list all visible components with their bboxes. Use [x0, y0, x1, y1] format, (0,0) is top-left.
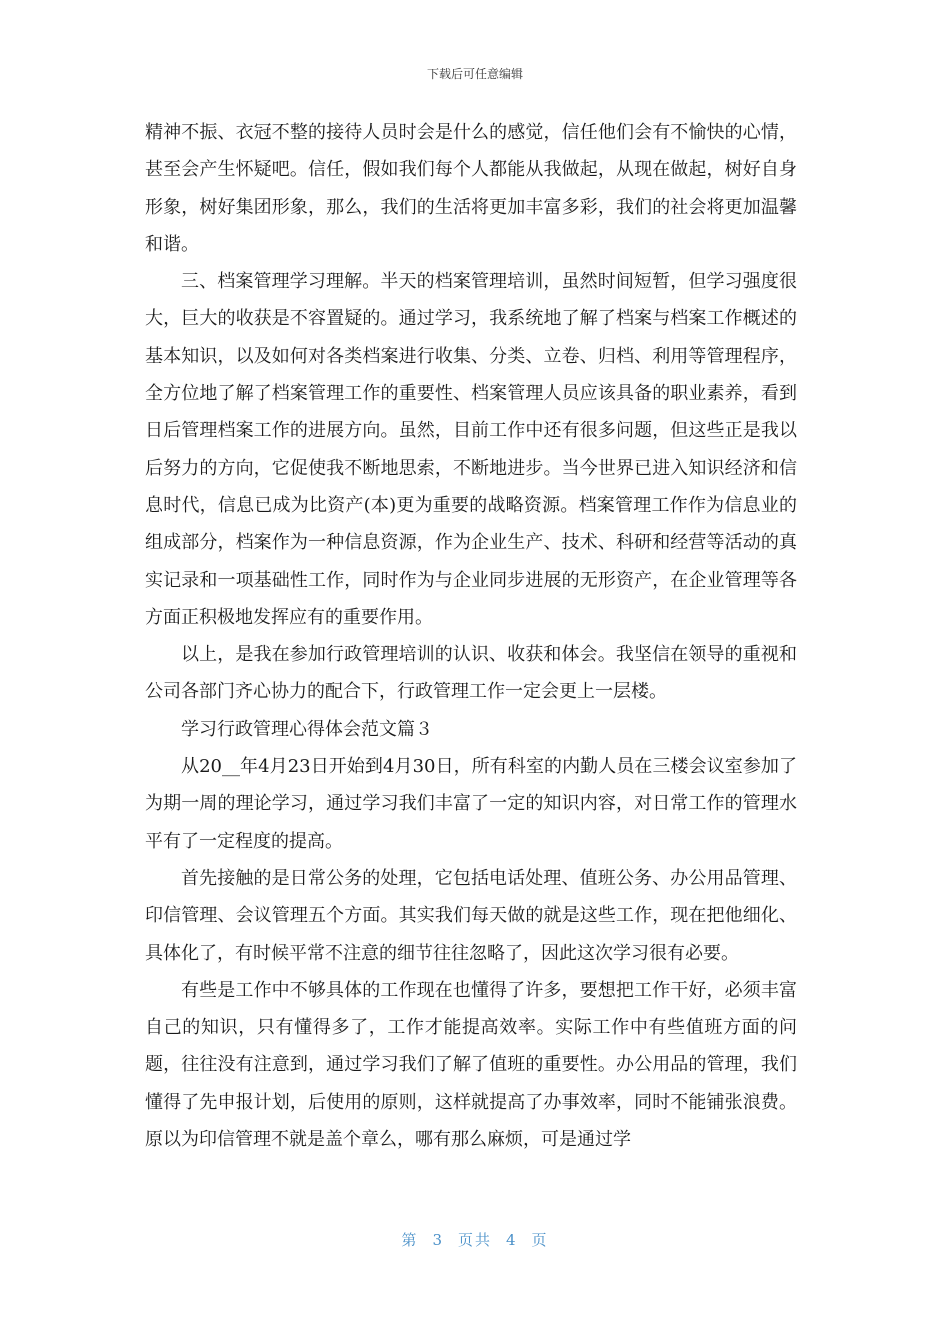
section-heading: 学习行政管理心得体会范文篇３: [181, 718, 433, 740]
page-header: 下载后可任意编辑: [426, 67, 523, 81]
footer-middle: 页共: [457, 1231, 492, 1249]
document-body: [145, 114, 797, 1158]
footer-prefix: 第: [401, 1231, 419, 1249]
footer-total-pages: 4: [506, 1231, 518, 1249]
paragraph-4: 从20__年4月23日开始到4月30日，所有科室的内勤人员在三楼会议室参加了为期一周的理论学习，通过学习我们丰富了一定的知识内容，对日常工作的管理水平有了一定程度的提高。: [145, 756, 797, 852]
footer-page-number: 3: [432, 1231, 444, 1249]
paragraph-5: 首先接触的是日常公务的处理，它包括电话处理、值班公务、办公用品管理、印信管理、会议管理五个方面。其实我们每天做的就是这些工作，现在把他细化、具体化了，有时候平常不注意的细节往往忽略了，因此这次学习很有必要。: [145, 867, 797, 964]
paragraph-1: 精神不振、衣冠不整的接待人员时会是什么的感觉，信任他们会有不愉快的心情，甚至会产生怀疑吧。信任，假如我们每个人都能从我做起，从现在做起，树好自身形象，树好集团形象，那么，我们的生活将更加丰富多彩，我们的社会将更加温馨和谐。: [145, 122, 797, 255]
paragraph-6: 有些是工作中不够具体的工作现在也懂得了许多，要想把工作干好，必须丰富自己的知识，只有懂得多了，工作才能提高效率。实际工作中有些值班方面的问题，往往没有注意到，通过学习我们了解了值班的重要性。办公用品的管理，我们懂得了先申报计划，后使用的原则，这样就提高了办事效率，同时不能铺张浪费。原以为印信管理不就是盖个章么，哪有那么麻烦，可是通过学: [145, 979, 797, 1151]
footer-suffix: 页: [531, 1231, 549, 1249]
paragraph-2: 三、档案管理学习理解。半天的档案管理培训，虽然时间短暂，但学习强度很大，巨大的收获是不容置疑的。通过学习，我系统地了解了档案与档案工作概述的基本知识，以及如何对各类档案进行收集、分类、立卷、归档、利用等管理程序，全方位地了解了档案管理工作的重要性、档案管理人员应该具备的职业素养，看到日后管理档案工作的进展方向。虽然，目前工作中还有很多问题，但这些正是我以后努力的方向，它促使我不断地思索，不断地进步。当今世界已进入知识经济和信息时代，信息已成为比资产(本)更为重要的战略资源。档案管理工作作为信息业的组成部分，档案作为一种信息资源，作为企业生产、技术、科研和经营等活动的真实记录和一项基础性工作，同时作为与企业同步进展的无形资产，在企业管理等各方面正积极地发挥应有的重要作用。: [145, 271, 797, 628]
paragraph-3: 以上，是我在参加行政管理培训的认识、收获和体会。我坚信在领导的重视和公司各部门齐心协力的配合下，行政管理工作一定会更上一层楼。: [145, 644, 797, 703]
page-footer: [0, 1230, 950, 1250]
